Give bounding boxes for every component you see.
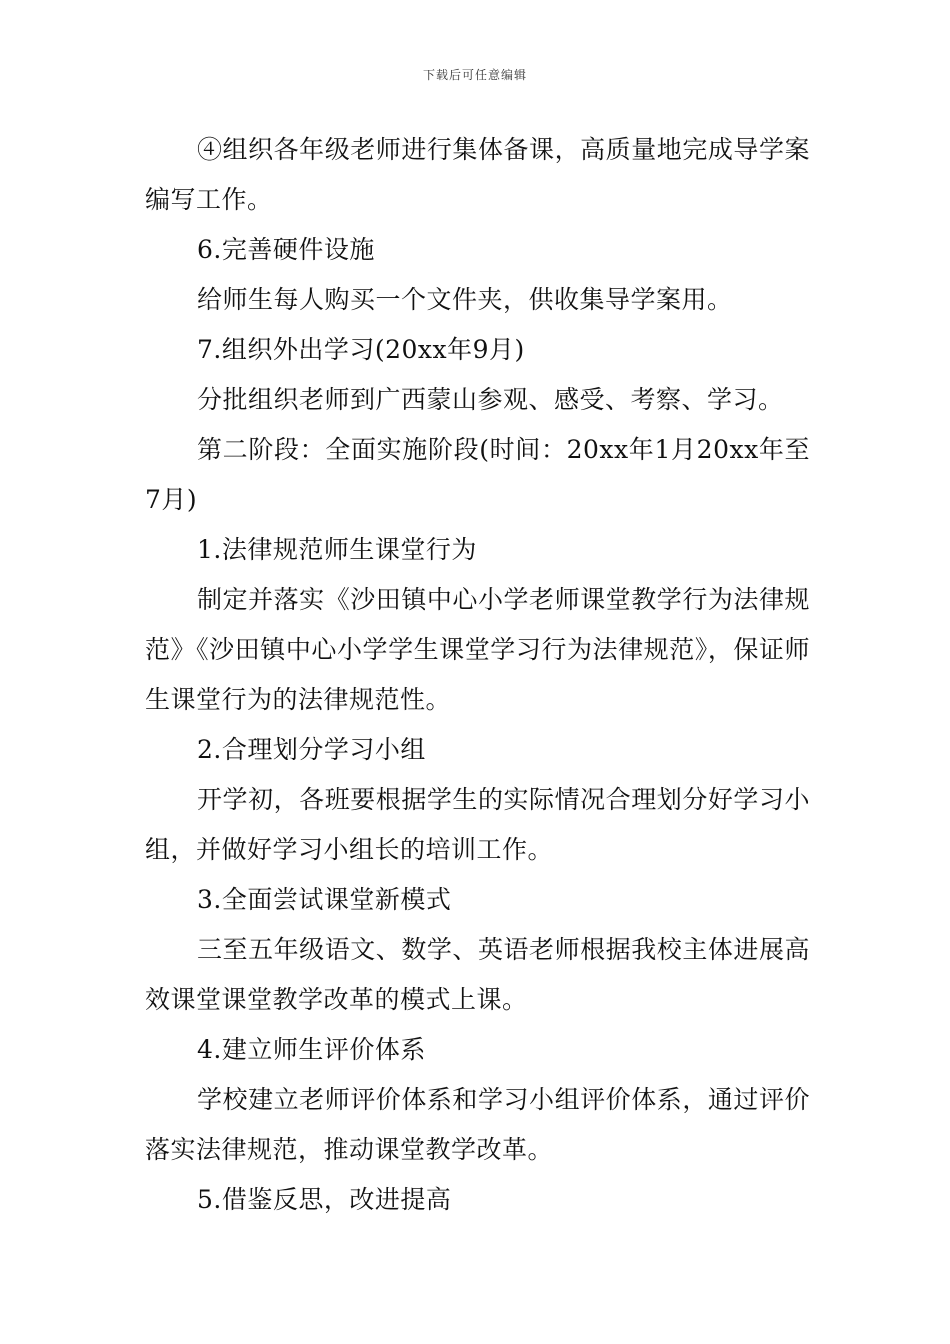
- paragraph-study-trip: 分批组织老师到广西蒙山参观、感受、考察、学习。: [197, 385, 784, 414]
- heading-phase-two: 第二阶段：全面实施阶段(时间：20xx年1月20xx年至7月): [145, 435, 810, 514]
- heading-5-reflection: 5.借鉴反思，改进提高: [197, 1185, 452, 1214]
- heading-1-conduct: 1.法律规范师生课堂行为: [197, 535, 477, 564]
- paragraph-groups: 开学初，各班要根据学生的实际情况合理划分好学习小组，并做好学习小组长的培训工作。: [145, 785, 810, 864]
- page-header-note: 下载后可任意编辑: [422, 68, 527, 82]
- paragraph-folders: 给师生每人购买一个文件夹，供收集导学案用。: [197, 285, 733, 314]
- heading-3-new-mode: 3.全面尝试课堂新模式: [197, 885, 452, 914]
- paragraph-conduct: 制定并落实《沙田镇中心小学老师课堂教学行为法律规范》《沙田镇中心小学学生课堂学习行为法律规范》，保证师生课堂行为的法律规范性。: [145, 585, 810, 714]
- heading-2-groups: 2.合理划分学习小组: [197, 735, 426, 764]
- paragraph-evaluation: 学校建立老师评价体系和学习小组评价体系，通过评价落实法律规范，推动课堂教学改革。: [145, 1085, 810, 1164]
- heading-7-study-trip: 7.组织外出学习(20xx年9月): [197, 335, 525, 364]
- document-body: [145, 125, 810, 1225]
- paragraph-new-mode: 三至五年级语文、数学、英语老师根据我校主体进展高效课堂课堂教学改革的模式上课。: [145, 935, 810, 1014]
- heading-4-evaluation: 4.建立师生评价体系: [197, 1035, 426, 1064]
- paragraph-item-4: ④组织各年级老师进行集体备课，高质量地完成导学案编写工作。: [145, 135, 810, 214]
- heading-6-hardware: 6.完善硬件设施: [197, 235, 375, 264]
